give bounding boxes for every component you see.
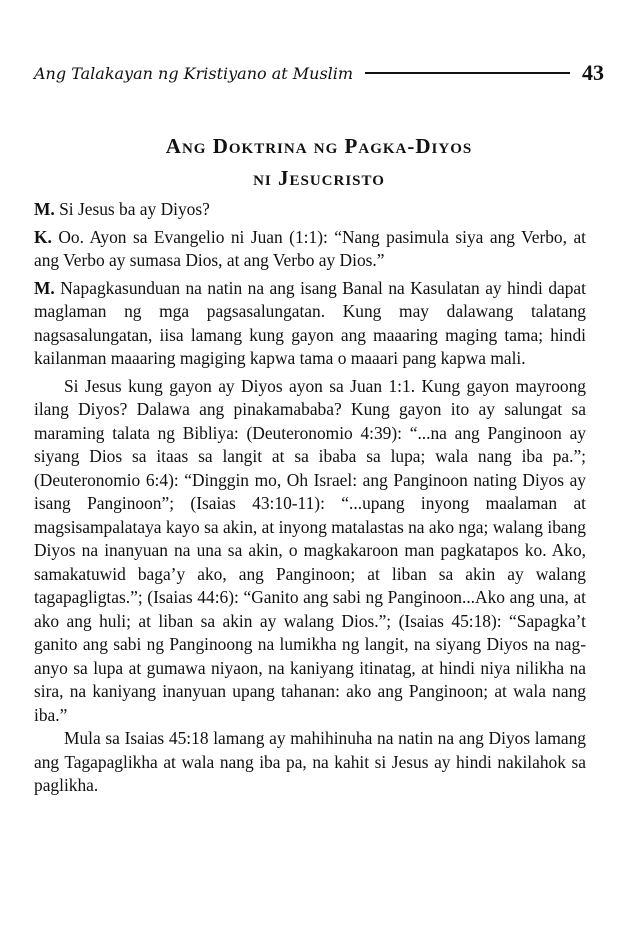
page-header — [34, 60, 604, 86]
speaker-label: M. — [34, 277, 55, 298]
chapter-title-line-2: ni Jesucristo — [253, 166, 385, 190]
body-text — [34, 198, 586, 798]
speaker-label: K. — [34, 226, 52, 247]
body-paragraph-5 — [34, 727, 586, 798]
dialogue-paragraph-3 — [34, 277, 586, 371]
chapter-title-line-1: Ang Doktrina ng Pagka-Diyos — [165, 134, 473, 158]
paragraph-text: Si Jesus kung gayon ay Diyos ayon sa Juan 1:1. Kung gayon mayroong ilang Diyos? Dalawa ang pinakamababa? Kung gayon ito ay salungat sa maraming talata ng Bibliya: (Deuteronomio 4:39): “...na ang Panginoon ay siyang Dios sa itaas sa langit at sa ibaba sa lupa; wala nang iba pa.”; (Deuteronomio 6:4): “Dinggin mo, Oh Israel: ang Panginoon nating Diyos ay isang Panginoon”; (Isaias 43:10-11): “...upang inyong maalaman at magsisampalataya kayo sa akin, at inyong matalastas na ako nga; walang ibang Diyos na inanyuan na una sa akin, o magkakaroon man pagkatapos ko. Ako, samakatuwid baga’y ako, ang Panginoon; at liban sa akin ay walang tagapagligtas.”; (Isaias 44:6): “Ganito ang sabi ng Panginoon...Ako ang una, at ako ang huli; at liban sa akin ay walang Dios.”; (Isaias 45:18): “Sapagka’t ganito ang sabi ng Panginoong na lumikha ng langit, na siyang Diyos na nag-anyo sa lupa at gumawa niyaon, na kaniyang itinatag, at hindi niya nilikha na sira, na kaniyang inanyuan upang tahanan: ako ang Panginoon; at wala nang iba.” — [34, 375, 586, 725]
paragraph-text: Mula sa Isaias 45:18 lamang ay mahihinuha na natin na ang Diyos lamang ang Tagapaglikha at wala nang iba pa, na kahit si Jesus ay hindi nakilahok sa paglikha. — [34, 728, 586, 795]
page-number: 43 — [582, 60, 604, 85]
chapter-title — [34, 130, 604, 194]
body-paragraph-4 — [34, 375, 586, 728]
header-rule — [365, 72, 570, 74]
speaker-label: M. — [34, 199, 55, 219]
paragraph-text: Oo. Ayon sa Evangelio ni Juan (1:1): “Nang pasimula siya ang Verbo, at ang Verbo ay sumasa Dios, at ang Verbo ay Dios.” — [34, 226, 586, 270]
paragraph-text: Si Jesus ba ay Diyos? — [59, 199, 210, 219]
dialogue-paragraph-1 — [34, 198, 586, 222]
running-title: Ang Talakayan ng Kristiyano at Muslim — [34, 63, 354, 83]
dialogue-paragraph-2 — [34, 226, 586, 273]
paragraph-text: Napagkasunduan na natin na ang isang Banal na Kasulatan ay hindi dapat maglaman ng mga pagsasalungatan. Kung may dalawang talatang nagsasalungatan, iisa lamang kung gayon ang maaaring maging tama; hindi kailanman maaaring magiging kapwa tama o maaari pang kapwa mali. — [34, 277, 586, 368]
